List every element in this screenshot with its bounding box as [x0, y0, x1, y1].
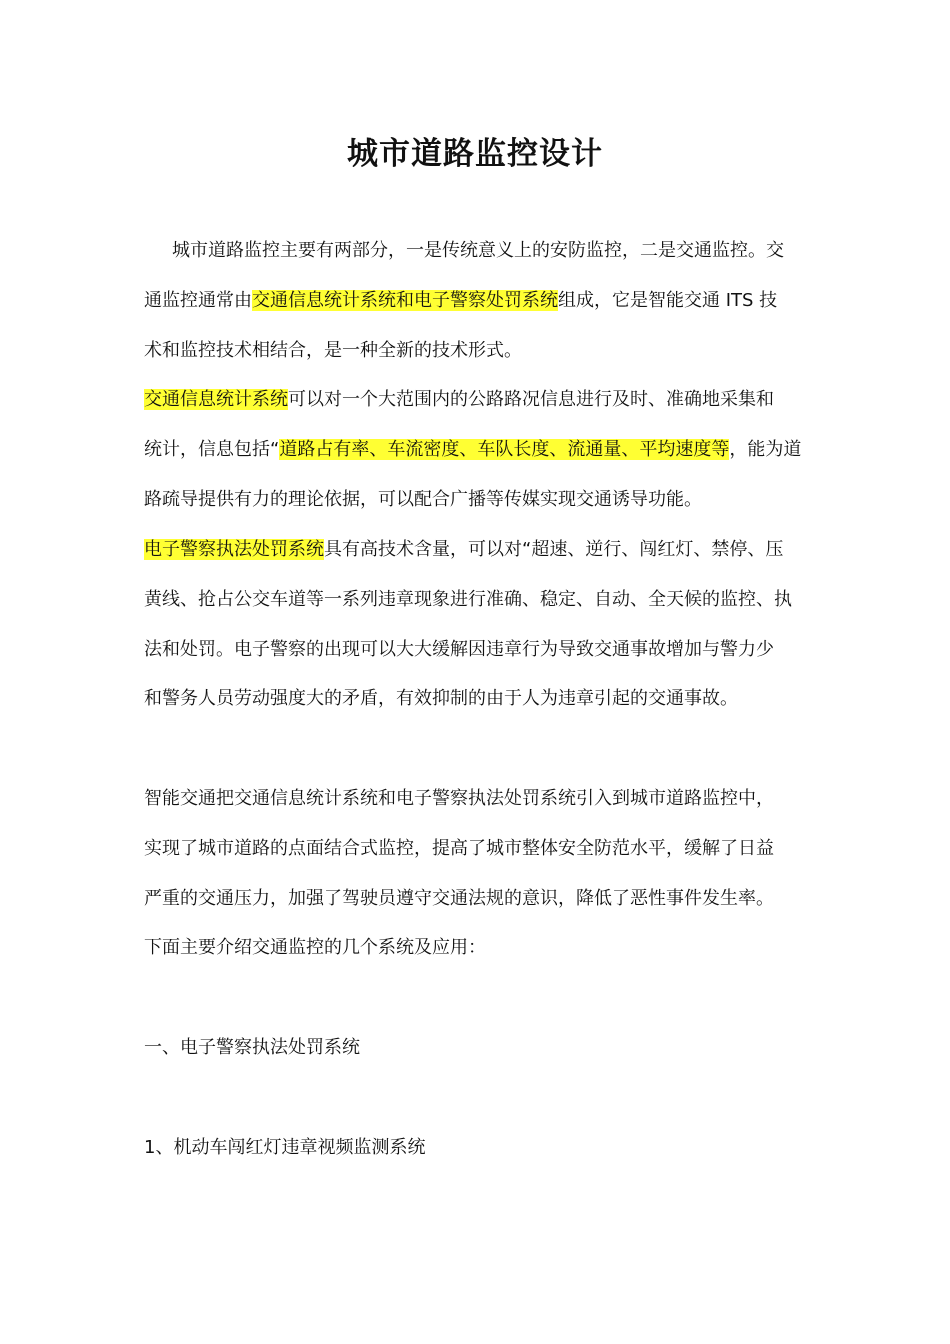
paragraph-2-line-3: 路疏导提供有力的理论依据，可以配合广播等传媒实现交通诱导功能。 [144, 489, 702, 510]
text-run: 具有高技术含量，可以对“超速、逆行、闯红灯、禁停、压 [324, 539, 784, 560]
paragraph-3-line-4: 和警务人员劳动强度大的矛盾，有效抑制的由于人为违章引起的交通事故。 [144, 688, 738, 709]
paragraph-4-line-3: 严重的交通压力，加强了驾驶员遵守交通法规的意识，降低了恶性事件发生率。 [144, 888, 774, 909]
paragraph-1-line-3: 术和监控技术相结合，是一种全新的技术形式。 [144, 340, 522, 361]
paragraph-3-line-1 [144, 535, 814, 565]
paragraph-4-line-4: 下面主要介绍交通监控的几个系统及应用： [144, 937, 486, 958]
paragraph-1-line-1: 城市道路监控主要有两部分，一是传统意义上的安防监控，二是交通监控。交 [172, 240, 784, 261]
section-heading: 一、电子警察执法处罚系统 [144, 1037, 360, 1058]
paragraph-4-line-1: 智能交通把交通信息统计系统和电子警察执法处罚系统引入到城市道路监控中， [144, 788, 774, 809]
text-run: ，能为道 [729, 439, 802, 460]
text-run: 通监控通常由 [144, 290, 252, 311]
paragraph-3-line-3: 法和处罚。电子警察的出现可以大大缓解因违章行为导致交通事故增加与警力少 [144, 639, 774, 660]
highlighted-text: 交通信息统计系统 [144, 389, 288, 410]
text-run: 组成，它是智能交通 ITS 技 [558, 290, 778, 311]
text-run: 可以对一个大范围内的公路路况信息进行及时、准确地采集和 [288, 389, 774, 410]
document-title: 城市道路监控设计 [347, 136, 603, 172]
text-run: 统计，信息包括“ [144, 439, 280, 460]
paragraph-4-line-2: 实现了城市道路的点面结合式监控，提高了城市整体安全防范水平，缓解了日益 [144, 838, 774, 859]
paragraph-3-line-2: 黄线、抢占公交车道等一系列违章现象进行准确、稳定、自动、全天候的监控、执 [144, 589, 792, 610]
highlighted-text: 电子警察执法处罚系统 [144, 539, 324, 560]
highlighted-text: 交通信息统计系统和电子警察处罚系统 [252, 290, 558, 311]
paragraph-1-line-2 [144, 286, 814, 316]
paragraph-2-line-2 [144, 435, 814, 465]
paragraph-2-line-1 [144, 385, 814, 415]
subsection-heading: 1、机动车闯红灯违章视频监测系统 [144, 1137, 426, 1158]
highlighted-text: 道路占有率、车流密度、车队长度、流通量、平均速度等 [279, 439, 730, 460]
